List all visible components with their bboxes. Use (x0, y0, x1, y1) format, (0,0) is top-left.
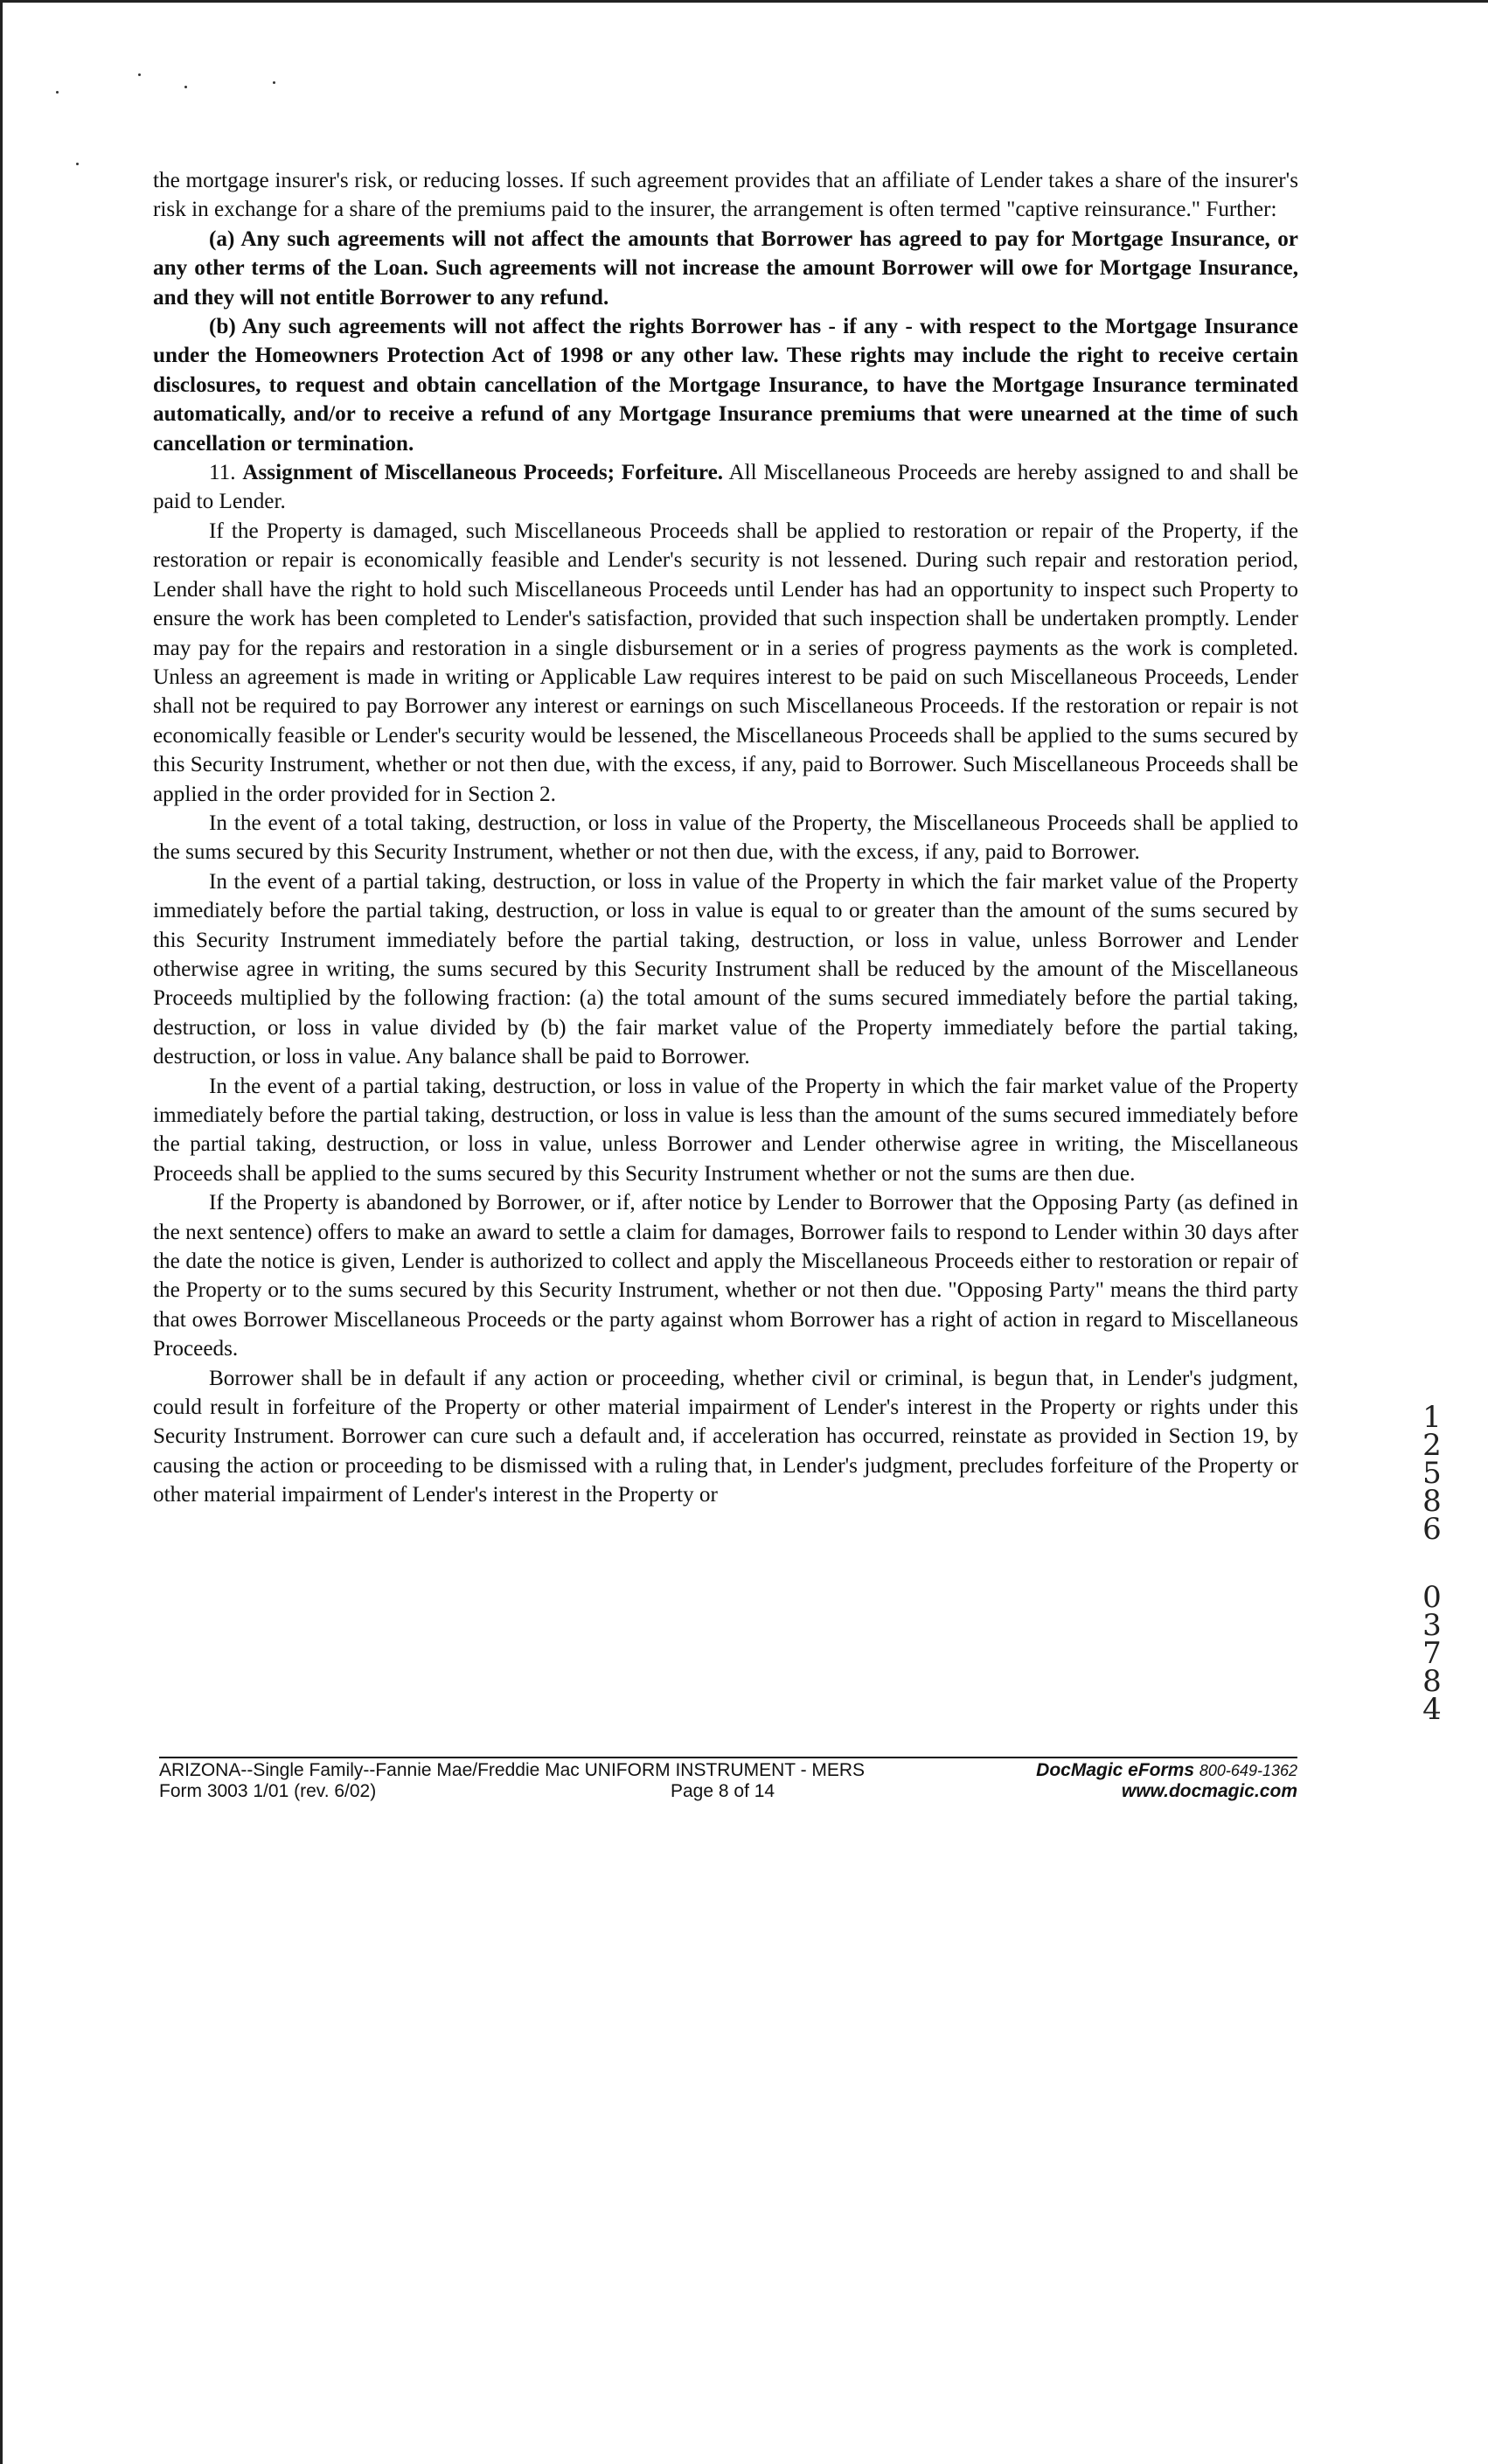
brand-phone: 800-649-1362 (1199, 1762, 1297, 1779)
paragraph-property-damaged: If the Property is damaged, such Miscellaneous Proceeds shall be applied to restoration or repair of the Property, if the restoration or repair is economically feasible and Lender's security is not lessened. During such repair and restoration period, Lender shall have the right to hold such Miscellaneous Proceeds until Lender has had an opportunity to inspect such Property to ensure the work has been completed to Lender's satisfaction, provided that such inspection shall be undertaken promptly. Lender may pay for the repairs and restoration in a single disbursement or in a series of progress payments as the work is completed. Unless an agreement is made in writing or Applicable Law requires interest to be paid on such Miscellaneous Proceeds, Lender shall not be required to pay Borrower any interest or earnings on such Miscellaneous Proceeds. If the restoration or repair is not economically feasible or Lender's security would be lessened, the Miscellaneous Proceeds shall be applied to the sums secured by this Security Instrument, whether or not then due, with the excess, if any, paid to Borrower. Such Miscellaneous Proceeds shall be applied in the order provided for in Section 2. (153, 519, 1298, 806)
scan-speck (273, 81, 275, 84)
recording-digit: 3 (1422, 1608, 1442, 1643)
paragraph-clause-a: (a) Any such agreements will not affect the amounts that Borrower has agreed to pay for Mortgage Insurance, or any other terms of the Loan. Such agreements will not increase the amount Borrower will owe for Mortgage Insurance, and they will not entitle Borrower to any refund. (153, 226, 1298, 310)
scan-speck (138, 73, 141, 76)
footer-brand (1036, 1759, 1297, 1782)
section-text: All Miscellaneous Proceeds are hereby assigned to and shall be paid to Lender. (153, 461, 1299, 514)
page-border-left (0, 0, 3, 2464)
paragraph-continuation: the mortgage insurer's risk, or reducing losses. If such agreement provides that an affiliate of Lender takes a share of the insurer's risk in exchange for a share of the premiums paid to the insurer, the arrangement is often termed "captive reinsurance." Further: (153, 169, 1298, 222)
recording-digit: 2 (1422, 1428, 1442, 1463)
scan-speck (56, 91, 59, 94)
footer-page-number: Page 8 of 14 (671, 1781, 775, 1801)
section-number: 11. (209, 461, 236, 485)
brand-name: DocMagic eForms (1036, 1760, 1195, 1780)
recording-digit: 4 (1422, 1692, 1442, 1727)
footer-url: www.docmagic.com (1121, 1781, 1297, 1801)
document-body (153, 166, 1298, 1510)
paragraph-partial-taking-greater: In the event of a partial taking, destruction, or loss in value of the Property in which the fair market value of the Property immediately before the partial taking, destruction, or loss in value is equal to or greater than the amount of the sums secured by this Security Instrument immediately before the partial taking, destruction, or loss in value, unless Borrower and Lender otherwise agree in writing, the sums secured by this Security Instrument shall be reduced by the amount of the Miscellaneous Proceeds multiplied by the following fraction: (a) the total amount of the sums secured immediately before the partial taking, destruction, or loss in value divided by (b) the fair market value of the Property immediately before the partial taking, destruction, or loss in value. Any balance shall be paid to Borrower. (153, 869, 1298, 1069)
recording-digit: 5 (1422, 1456, 1442, 1491)
recording-number (1415, 1400, 1450, 1727)
paragraph-default: Borrower shall be in default if any action or proceeding, whether civil or criminal, is begun that, in Lender's judgment, could result in forfeiture of the Property or other material impairment of Lender's interest in the Property or rights under this Security Instrument. Borrower can cure such a default and, if acceleration has occurred, reinstate as provided in Section 19, by causing the action or proceeding to be dismissed with a ruling that, in Lender's judgment, precludes forfeiture of the Property or other material impairment of Lender's interest in the Property or (153, 1366, 1298, 1507)
paragraph-clause-b: (b) Any such agreements will not affect the rights Borrower has - if any - with respect to the Mortgage Insurance under the Homeowners Protection Act of 1998 or any other law. These rights may include the right to receive certain disclosures, to request and obtain cancellation of the Mortgage Insurance, to have the Mortgage Insurance terminated automatically, and/or to receive a refund of any Mortgage Insurance premiums that were unearned at the time of such cancellation or termination. (153, 315, 1298, 456)
footer-form-title: ARIZONA--Single Family--Fannie Mae/Freddie Mac UNIFORM INSTRUMENT - MERS (159, 1760, 866, 1780)
paragraph-partial-taking-less: In the event of a partial taking, destruction, or loss in value of the Property in which the fair market value of the Property immediately before the partial taking, destruction, or loss in value is less than the amount of the sums secured immediately before the partial taking, destruction, or loss in value, unless Borrower and Lender otherwise agree in writing, the Miscellaneous Proceeds shall be applied to the sums secured by this Security Instrument whether or not the sums are then due. (153, 1074, 1298, 1186)
paragraph-total-taking: In the event of a total taking, destruction, or loss in value of the Property, the Miscellaneous Proceeds shall be applied to the sums secured by this Security Instrument, whether or not then due, with the excess, if any, paid to Borrower. (153, 811, 1298, 865)
footer-rule (159, 1757, 1297, 1758)
recording-digit: 8 (1422, 1664, 1442, 1699)
recording-digit: 8 (1422, 1484, 1442, 1519)
recording-digit: 7 (1422, 1636, 1442, 1671)
scan-speck (76, 163, 79, 165)
footer-form-number: Form 3003 1/01 (rev. 6/02) (159, 1781, 377, 1801)
recording-gap (1415, 1543, 1450, 1584)
section-heading: Assignment of Miscellaneous Proceeds; Forfeiture. (242, 461, 724, 485)
paragraph-property-abandoned: If the Property is abandoned by Borrower, or if, after notice by Lender to Borrower that the Opposing Party (as defined in the next sentence) offers to make an award to settle a claim for damages, Borrower fails to respond to Lender within 30 days after the date the notice is given, Lender is authorized to collect and apply the Miscellaneous Proceeds either to restoration or repair of the Property or to the sums secured by this Security Instrument, whether or not then due. "Opposing Party" means the third party that owes Borrower Miscellaneous Proceeds or the party against whom Borrower has a right of action in regard to Miscellaneous Proceeds. (153, 1191, 1298, 1361)
scan-speck (184, 86, 187, 88)
page-border-top (0, 0, 1488, 3)
recording-digit: 1 (1422, 1400, 1442, 1435)
recording-digit: 0 (1422, 1580, 1442, 1615)
section-11-paragraph (153, 458, 1298, 517)
recording-digit: 6 (1422, 1512, 1442, 1547)
